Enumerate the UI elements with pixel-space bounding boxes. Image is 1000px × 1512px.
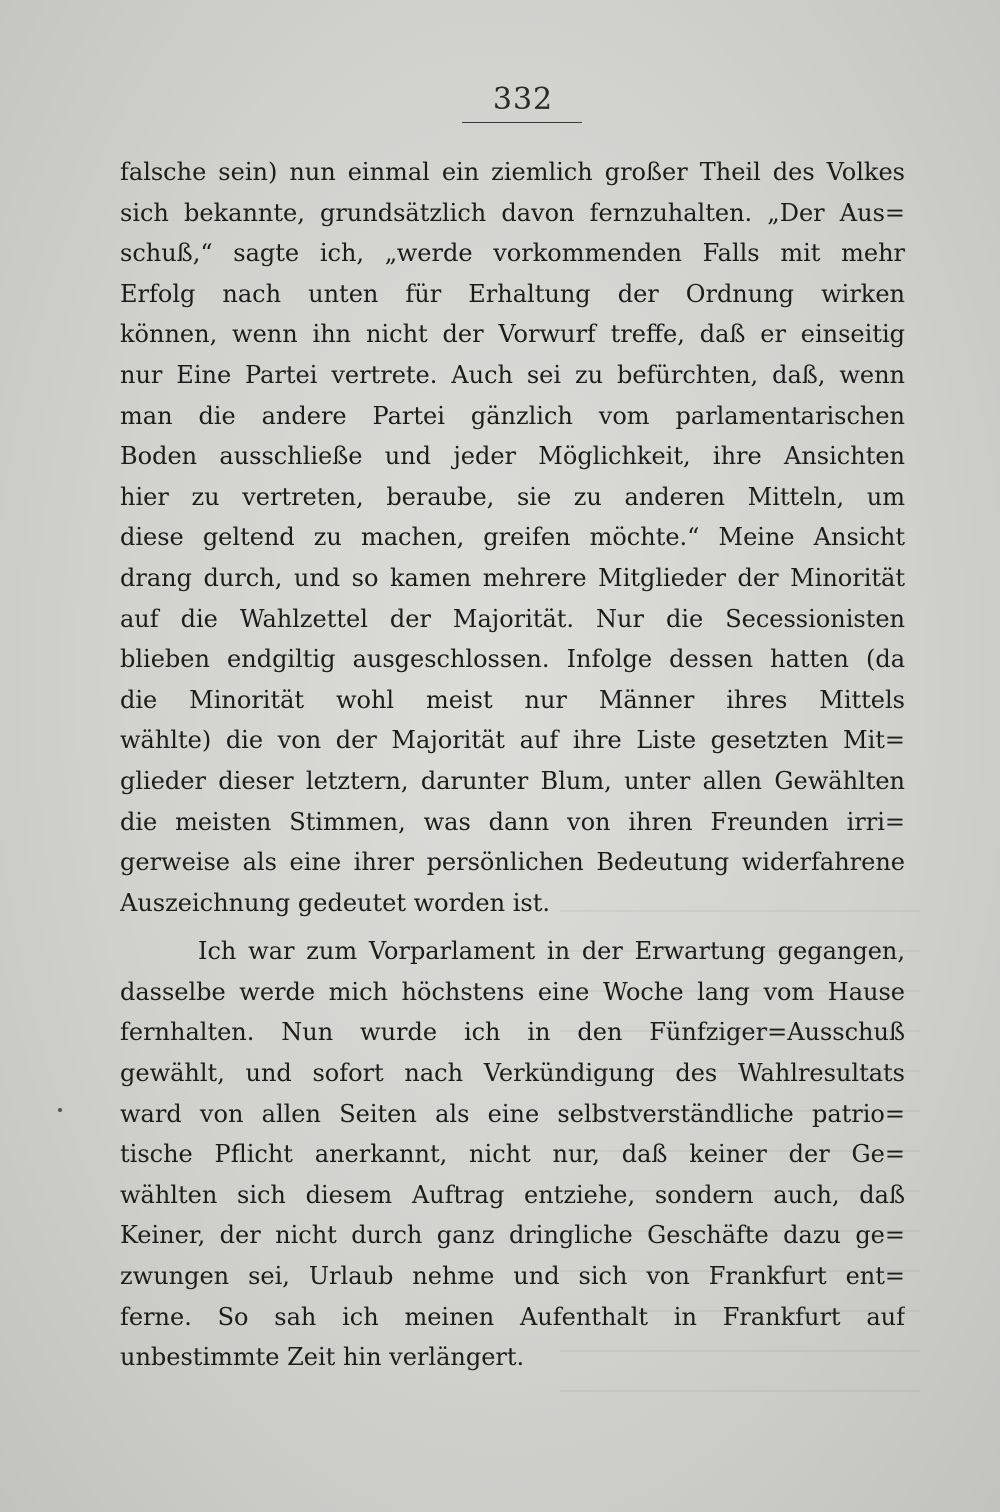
text-line: auf die Wahlzettel der Majorität. Nur die Secessionisten [120, 604, 905, 633]
text-line: Keiner, der nicht durch ganz dringliche Geschäfte dazu ge= [120, 1221, 905, 1250]
text-line: die meisten Stimmen, was dann von ihren Freunden irri= [120, 807, 905, 836]
text-line: zwungen sei, Urlaub nehme und sich von Frankfurt ent= [120, 1262, 905, 1291]
page-number: 332 [492, 82, 554, 117]
paper-speck [58, 1108, 62, 1112]
paragraph-spacer [120, 923, 905, 931]
text-line: Erfolg nach unten für Erhaltung der Ordnung wirken [120, 279, 905, 308]
text-line: glieder dieser letztern, darunter Blum, unter allen Gewählten [120, 766, 905, 795]
text-line: schuß,“ sagte ich, „werde vorkommenden Falls mit mehr [120, 239, 905, 268]
paragraph [120, 152, 905, 923]
text-line: Auszeichnung gedeutet worden ist. [120, 888, 550, 917]
text-line: tische Pflicht anerkannt, nicht nur, daß keiner der Ge= [120, 1140, 905, 1169]
text-line: die Minorität wohl meist nur Männer ihres Mittels [120, 685, 905, 714]
text-line: unbestimmte Zeit hin verlängert. [120, 1343, 525, 1372]
body-text [120, 152, 905, 1378]
text-line: blieben endgiltig ausgeschlossen. Infolge dessen hatten (da [120, 645, 905, 674]
text-line: dasselbe werde mich höchstens eine Woche lang vom Hause [120, 977, 905, 1006]
text-line: nur Eine Partei vertrete. Auch sei zu befürchten, daß, wenn [120, 360, 905, 389]
text-line: falsche sein) nun einmal ein ziemlich großer Theil des Volkes [120, 158, 905, 186]
text-line: gerweise als eine ihrer persönlichen Bedeutung widerfahrene [120, 848, 905, 877]
text-line: gewählt, und sofort nach Verkündigung des Wahlresultats [120, 1059, 905, 1088]
text-line: sich bekannte, grundsätzlich davon fernzuhalten. „Der Aus= [120, 198, 905, 227]
text-line: können, wenn ihn nicht der Vorwurf treffe, daß er einseitig [120, 320, 905, 349]
text-line: hier zu vertreten, beraube, sie zu anderen Mitteln, um [120, 482, 905, 511]
text-line: Boden ausschließe und jeder Möglichkeit, ihre Ansichten [120, 442, 905, 471]
text-line: man die andere Partei gänzlich vom parlamentarischen [120, 401, 905, 430]
text-line: wählte) die von der Majorität auf ihre Liste gesetzten Mit= [120, 726, 905, 755]
page-number-rule [462, 122, 582, 123]
text-line: ward von allen Seiten als eine selbstverständliche patrio= [120, 1099, 905, 1128]
text-line: fernhalten. Nun wurde ich in den Fünfziger=Ausschuß [120, 1018, 905, 1047]
text-line: drang durch, und so kamen mehrere Mitglieder der Minorität [120, 563, 905, 592]
text-line: wählten sich diesem Auftrag entziehe, sondern auch, daß [120, 1180, 905, 1209]
paragraph [120, 931, 905, 1378]
text-line: diese geltend zu machen, greifen möchte.“ Meine Ansicht [120, 523, 905, 552]
text-line: Ich war zum Vorparlament in der Erwartung gegangen, [198, 937, 905, 966]
text-line: ferne. So sah ich meinen Aufenthalt in Frankfurt auf [120, 1302, 905, 1331]
